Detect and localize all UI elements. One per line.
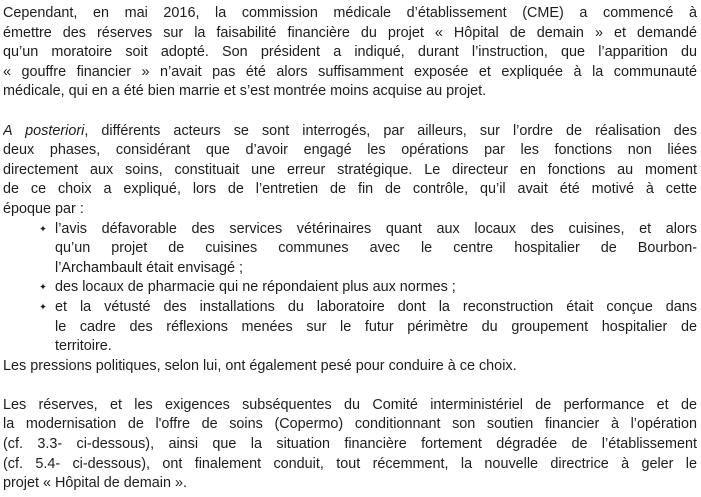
text-line: la modernisation de l'offre de soins (Copermo) conditionnant son soutien financier à l’opération xyxy=(3,416,697,433)
text-line: l’avis défavorable des services vétérinaires quant aux locaux des cuisines, et alors xyxy=(55,220,697,237)
text-line: deux phases, considérant que d’avoir engagé les opérations par les fonctions non liées xyxy=(3,142,697,159)
text-line: directement aux soins, constituait une erreur stratégique. Le directeur en fonctions au moment xyxy=(3,161,697,178)
text-line: qu’un projet de cuisines communes avec le centre hospitalier de Bourbon- xyxy=(55,240,697,257)
text-line: de ce choix a expliqué, lors de l’entretien de fin de contrôle, qu’il avait été motivé à cette xyxy=(3,181,697,198)
text-line: « gouffre financier » n’avait pas été alors suffisamment exposée et expliquée à la communauté xyxy=(3,63,697,80)
paragraph-copermo-gel xyxy=(3,396,697,494)
text-line: (cf. 5.4- ci-dessous), ont finalement conduit, tout récemment, la nouvelle directrice à geler le xyxy=(3,455,697,472)
text-line: qu’un moratoire soit adopté. Son président a indiqué, durant l’instruction, que l’apparition du xyxy=(3,44,697,61)
bullet-item-pharmacie xyxy=(3,278,697,298)
text-line: médicale, qui en a été bien marrie et s’est montrée moins acquise au projet. xyxy=(3,83,487,100)
text-line: époque par : xyxy=(3,200,84,217)
paragraph-a-posteriori xyxy=(3,122,697,220)
text-line: l’Archambault était envisagé ; xyxy=(55,259,243,276)
text-line: et la vétusté des installations du laboratoire dont la reconstruction était conçue dans xyxy=(55,298,697,315)
text-segment: , différents acteurs se sont interrogés, par ailleurs, sur l’ordre de réalisation des xyxy=(84,122,697,139)
text-line: projet « Hôpital de demain ». xyxy=(3,475,187,492)
bullet-list xyxy=(3,220,697,357)
text-line: territoire. xyxy=(55,338,112,355)
closing-line-pressions-politiques: Les pressions politiques, selon lui, ont également pesé pour conduire à ce choix. xyxy=(3,357,517,374)
bullet-diamond-icon: ✦ xyxy=(39,282,47,294)
text-line: le cadre des réflexions menées sur le futur périmètre du groupement hospitalier de xyxy=(55,318,697,335)
paragraph-cme-reserves xyxy=(3,4,697,102)
text-line: Cependant, en mai 2016, la commission médicale d’établissement (CME) a commencé à xyxy=(3,5,697,21)
paragraph-gap xyxy=(3,102,697,122)
text-line: émettre des réserves sur la faisabilité financière du projet « Hôpital de demain » et demandé xyxy=(3,24,697,41)
bullet-item-cuisines xyxy=(3,220,697,279)
text-line: (cf. 3.3- ci-dessous), ainsi que la situation financière fortement dégradée de l’établissement xyxy=(3,436,697,453)
text-line xyxy=(3,122,697,142)
bullet-diamond-icon: ✦ xyxy=(39,223,47,235)
italic-lead: A posteriori xyxy=(3,122,85,139)
bullet-item-laboratoire xyxy=(3,298,697,357)
text-line: des locaux de pharmacie qui ne répondaient plus aux normes ; xyxy=(55,279,456,296)
paragraph-gap xyxy=(3,376,697,396)
bullet-diamond-icon: ✦ xyxy=(39,301,47,313)
text-line: Les réserves, et les exigences subséquentes du Comité interministériel de performance et de xyxy=(3,396,697,413)
